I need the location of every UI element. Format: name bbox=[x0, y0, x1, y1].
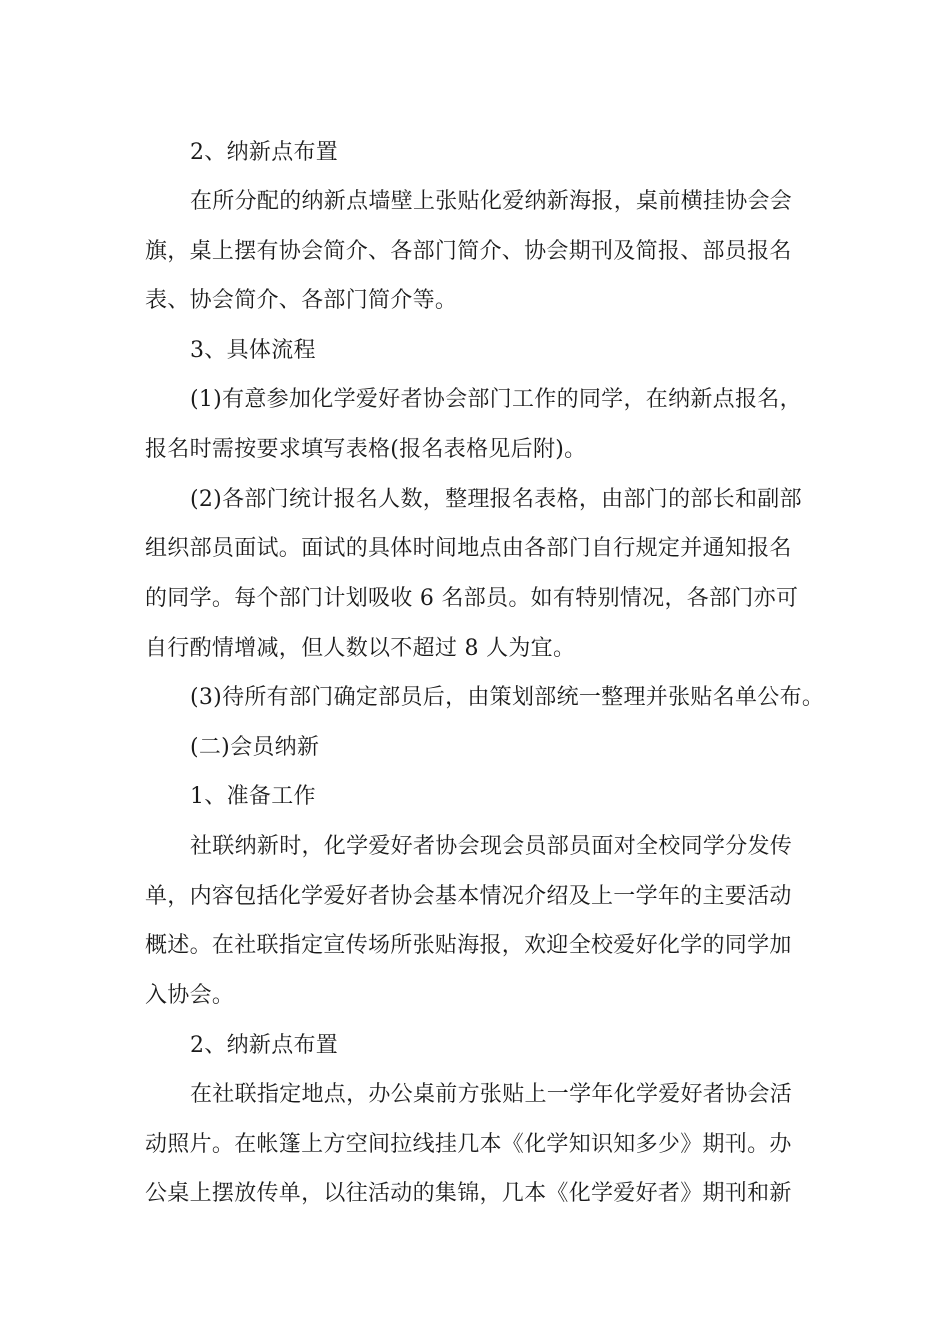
heading-booth-setup-2: 2、纳新点布置 bbox=[190, 1033, 339, 1058]
heading-process: 3、具体流程 bbox=[190, 338, 316, 363]
heading-booth-setup: 2、纳新点布置 bbox=[190, 140, 339, 165]
paragraph-line: (3)待所有部门确定部员后，由策划部统一整理并张贴名单公布。 bbox=[190, 685, 825, 710]
paragraph-line: 的同学。每个部门计划吸收 6 名部员。如有特别情况，各部门亦可 bbox=[145, 586, 799, 611]
paragraph-line: 旗，桌上摆有协会简介、各部门简介、协会期刊及简报、部员报名 bbox=[145, 239, 792, 264]
paragraph-line: (1)有意参加化学爱好者协会部门工作的同学，在纳新点报名， bbox=[190, 387, 802, 412]
paragraph-line: 单，内容包括化学爱好者协会基本情况介绍及上一学年的主要活动 bbox=[145, 884, 792, 909]
paragraph-line: 社联纳新时，化学爱好者协会现会员部员面对全校同学分发传 bbox=[190, 834, 793, 859]
paragraph-line: 表、协会简介、各部门简介等。 bbox=[145, 288, 458, 313]
heading-member-recruitment: (二)会员纳新 bbox=[190, 735, 320, 760]
paragraph-line: 自行酌情增减，但人数以不超过 8 人为宜。 bbox=[145, 636, 576, 661]
paragraph-line: 动照片。在帐篷上方空间拉线挂几本《化学知识知多少》期刊。办 bbox=[145, 1132, 792, 1157]
paragraph-line: 在社联指定地点，办公桌前方张贴上一学年化学爱好者协会活 bbox=[190, 1082, 793, 1107]
paragraph-line: 公桌上摆放传单，以往活动的集锦，几本《化学爱好者》期刊和新 bbox=[145, 1181, 792, 1206]
paragraph-line: 概述。在社联指定宣传场所张贴海报，欢迎全校爱好化学的同学加 bbox=[145, 933, 792, 958]
paragraph-line: (2)各部门统计报名人数，整理报名表格，由部门的部长和副部 bbox=[190, 487, 802, 512]
paragraph-line: 报名时需按要求填写表格(报名表格见后附)。 bbox=[145, 437, 587, 462]
paragraph-line: 入协会。 bbox=[145, 983, 235, 1008]
paragraph-line: 在所分配的纳新点墙壁上张贴化爱纳新海报，桌前横挂协会会 bbox=[190, 189, 793, 214]
heading-preparation: 1、准备工作 bbox=[190, 784, 316, 809]
paragraph-line: 组织部员面试。面试的具体时间地点由各部门自行规定并通知报名 bbox=[145, 536, 792, 561]
